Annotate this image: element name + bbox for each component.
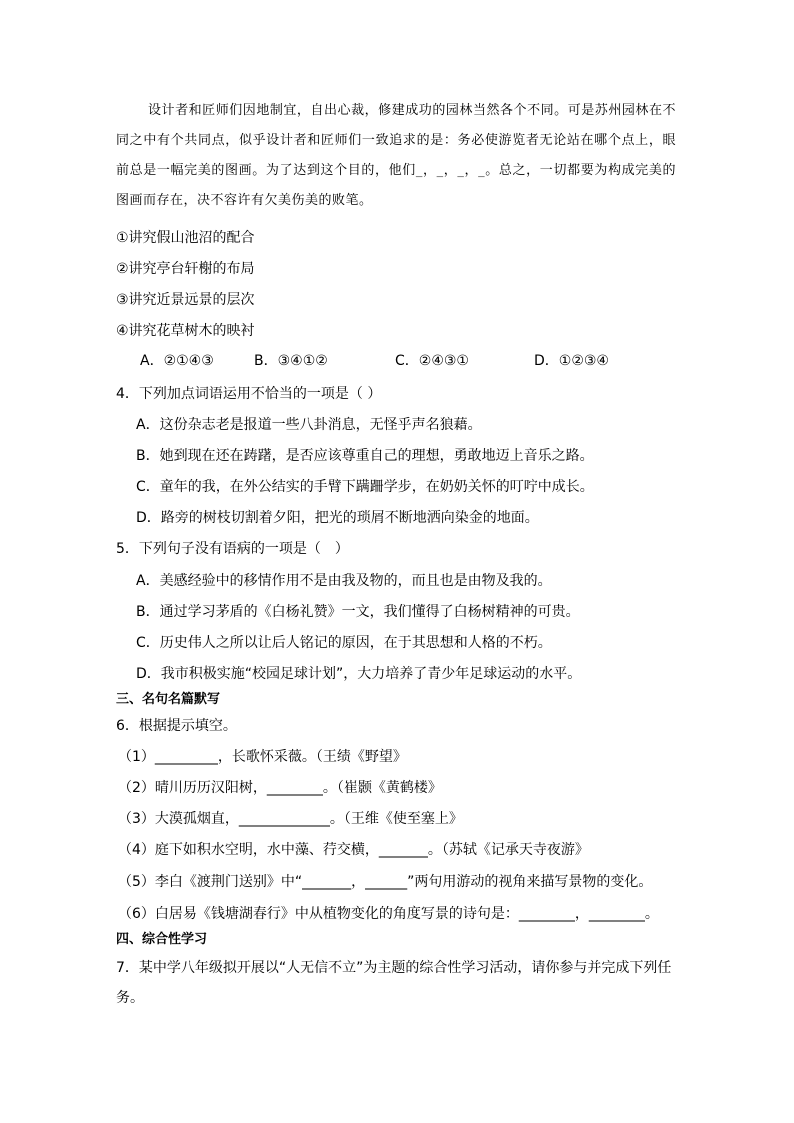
q3-options [140, 351, 609, 371]
q4-option-c: C．童年的我，在外公结实的手臂下蹒跚学步，在奶奶关怀的叮咛中成长。 [136, 479, 594, 495]
q4-option-b: B．她到现在还在踌躇，是否应该尊重自己的理想，勇敢地迈上音乐之路。 [136, 448, 594, 464]
q4-option-d: D．路旁的树枝切割着夕阳，把光的琐屑不断地洒向染金的地面。 [136, 510, 539, 526]
q6-line-6: （6）白居易《钱塘湖春行》中从植物变化的角度写景的诗句是：________，________。 [118, 906, 659, 922]
question-6-stem: 6．根据提示填空。 [116, 718, 237, 734]
question-7-line-1: 7．某中学八年级拟开展以“人无信不立”为主题的综合性学习活动，请你参与并完成下列任 [116, 960, 672, 976]
section-heading-3: 三、名句名篇默写 [116, 692, 221, 707]
reading-passage: 设计者和匠师们因地制宜，自出心裁，修建成功的园林当然各个不同。可是苏州园林在不同之中有个共同点，似乎设计者和匠师们一致追求的是：务必使游览者无论站在哪个点上，眼前总是一幅完美的图画。为了达到这个目的，他们_，_，_，_。总之，一切都要为构成完美的图画而存在，决不容许有欠美伤美的败笔。 [116, 103, 676, 208]
q4-option-a: A．这份杂志老是报道一些八卦消息，无怪乎声名狼藉。 [136, 417, 482, 433]
list-item: ①讲究假山池沼的配合 [116, 230, 255, 246]
question-7-line-2: 务。 [116, 990, 144, 1006]
option-c: C．②④③① [395, 353, 469, 369]
option-d: D．①②③④ [534, 353, 609, 369]
list-item: ④讲究花草树木的映衬 [116, 323, 255, 339]
q5-option-c: C．历史伟人之所以让后人铭记的原因，在于其思想和人格的不朽。 [136, 635, 552, 651]
list-item: ③讲究近景远景的层次 [116, 292, 255, 308]
question-5-stem: 5．下列句子没有语病的一项是（ ） [116, 541, 349, 557]
question-4-stem: 4．下列加点词语运用不恰当的一项是（ ） [116, 386, 382, 402]
q6-line-2: （2）晴川历历汉阳树，________。（崔颢《黄鹤楼》 [118, 780, 442, 796]
option-a: A．②①④③ [140, 353, 214, 369]
q6-line-3: （3）大漠孤烟直，_____________。（王维《使至塞上》 [118, 811, 463, 827]
q5-option-d: D．我市积极实施“校园足球计划”，大力培养了青少年足球运动的水平。 [136, 666, 582, 682]
section-heading-4: 四、综合性学习 [116, 932, 208, 947]
q6-line-1: （1）_________，长歌怀采薇。（王绩《野望》 [118, 749, 407, 765]
q5-option-b: B．通过学习茅盾的《白杨礼赞》一文，我们懂得了白杨树精神的可贵。 [136, 604, 580, 620]
q6-line-4: （4）庭下如积水空明，水中藻、荇交横，_______。（苏轼《记承天寺夜游》 [118, 842, 589, 858]
option-b: B．③④①② [254, 353, 328, 369]
q6-line-5: （5）李白《渡荆门送别》中“_______，______”两句用游动的视角来描写景物的变化。 [118, 874, 653, 890]
q5-option-a: A．美感经验中的移情作用不是由我及物的，而且也是由物及我的。 [136, 573, 552, 589]
list-item: ②讲究亭台轩榭的布局 [116, 261, 255, 277]
